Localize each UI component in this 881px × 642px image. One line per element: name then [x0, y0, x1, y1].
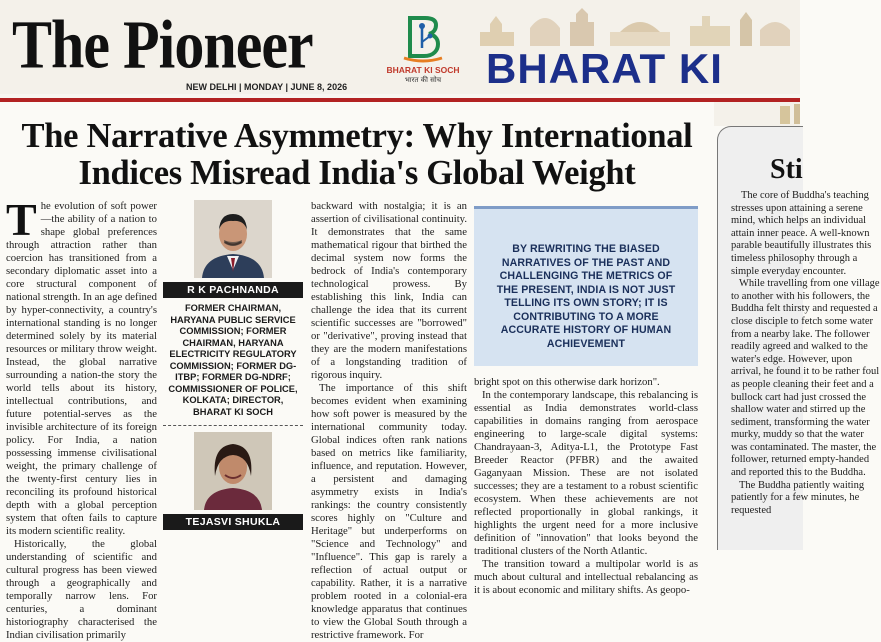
authors-column: [163, 198, 303, 550]
bks-name: BHARAT KI SOCH: [386, 65, 460, 75]
author-photo-avatar: [194, 432, 272, 510]
masthead-red-rule: [0, 98, 800, 102]
sidebar-paragraph-2: While travelling from one village to another with his followers, the Buddha felt thirsty and requested a close disciple to fetch some water from a nearby lake. The follower readily agreed and walked to the water's edge. However, upon arrival, he found it to be rather foul as people cleaning their feet and a bullock cart had just crossed the shallow water and stirred up the sediment, transforming the water murky, muddy so that the water was contaminated. The master, the follower, returned empty-handed and reported this to the Buddha.: [731, 278, 880, 479]
sidebar-ornament-icon: [774, 102, 814, 126]
headline-line-2: Indices Misread India's Global Weight: [78, 154, 636, 192]
article-headline[interactable]: [0, 118, 714, 192]
sidebar-story: [714, 102, 880, 550]
monument-skyline-icon: [470, 2, 800, 48]
bks-emblem-icon: [400, 12, 446, 64]
author-bio: FORMER CHAIRMAN, HARYANA PUBLIC SERVICE COMMISSION; FORMER CHAIRMAN, HARYANA ELECTRICITY REGULATORY COMMISSION; FORMER DG-ITBP; FORMER DG-NDRF; COMMISSIONER OF POLICE, KOLKATA; DIRECTOR, BHARAT KI SOCH: [168, 303, 298, 417]
author-name-bar: TEJASVI SHUKLA: [163, 514, 303, 530]
col1-paragraph-2: Historically, the global understanding of scientific and cultural progress has been viewed through a geographically and temporally narrow lens. For centuries, a dominant historiography characterised the Indian civilisation primarily: [6, 538, 157, 641]
col4-paragraph-1: In the contemporary landscape, this rebalancing is essential as India demonstrates world-class capabilities in domains ranging from aerospace engineering to large-scale digital systems: Chandrayaan-3, Aditya-L1, the Prototype Fast Breeder Reactor (PFBR) and the awaited Gaganyaan Mission. These are not isolated successes; they are a testament to a robust scientific ecosystem. When these achievements are not reflected proportionally in global rankings, it highlights the urgent need for a more inclusive definition of "innovation" that looks beyond the traditional clusters of the North Atlantic.: [474, 389, 698, 557]
bharat-ki-soch-logo: [380, 12, 466, 94]
author-portrait-icon: [194, 200, 272, 278]
author-photo-avatar: [194, 200, 272, 278]
headline-line-1: The Narrative Asymmetry: Why International: [21, 117, 693, 155]
author-portrait-icon: [194, 432, 272, 510]
article-column-3: [311, 200, 467, 641]
author-separator: [163, 425, 303, 426]
bks-hindi: भारत की सोच: [404, 76, 442, 84]
col1-paragraph-1: [6, 194, 157, 538]
col3-paragraph-1: backward with nostalgia; it is an assertion of civilisational continuity. It demonstrates that the same mathematical rigour that birthed the decimal system now forms the bedrock of India's contemporary technological prowess. By establishing this link, India can challenge the idea that its current scientific successes are "borrowed" or "derivative", proving instead that they are the modern manifestations of a longstanding tradition of rigorous inquiry.: [311, 200, 467, 381]
col3-paragraph-2: The importance of this shift becomes evident when examining how soft power is measured by the international community today. Global indices often rank nations based on metrics like familiarity, influence, and reputation. However, a persistent and damaging asymmetry exists in India's rankings: the country consistently scores highly on "Culture and Heritage" but underperforms on "Science and Technology" and "Influence". This gap is rarely a reflection of actual output or capability. Rather, it is a narrative problem rooted in a colonial-era knowledge apparatus that continues to view the Global South through a restrictive framework. For: [311, 382, 467, 641]
sidebar-paragraph-1: The core of Buddha's teaching stresses upon attaining a serene mind, which helps an individual attain inner peace. A well-known parable beautifully illustrates this timeless philosophy through a simple everyday encounter.: [731, 190, 872, 277]
masthead: [0, 0, 800, 102]
drop-cap: T: [6, 194, 37, 245]
col1-p1-text: he evolution of soft power—the ability of a nation to shape global preferences through attraction rather than coercion has transitioned from a secondary diplomatic asset into a core structural component of national strength. In an age defined by hyper-connectivity, a country's international standing is no longer determined solely by its material resources or military throw weight. Instead, the global narrative surrounding a nation-the story the world tells about its history, intellectual contributions, and future potential-serves as the invisible architecture of its foreign policy. For India, a nation possessing immense civilisational weight, the primary challenge of the twenty-first century lies in reconciling its profound historical depth with a global perception system that often fails to capture its modern scientific reality.: [6, 200, 157, 537]
dateline: NEW DELHI | MONDAY | JUNE 8, 2026: [186, 82, 348, 92]
col4-paragraph-2: The transition toward a multipolar world is as much about cultural and intellectual rebalancing as it is about economic and military shifts. As geopo-: [474, 558, 698, 596]
sidebar-paragraph-3: The Buddha patiently waiting patiently for a few minutes, he requested: [731, 479, 865, 516]
newspaper-logo[interactable]: The Pioneer: [12, 6, 313, 83]
bharat-ki-banner: BHARAT KI: [486, 45, 723, 92]
pull-quote: BY REWRITING THE BIASED NARRATIVES OF THE PAST AND CHALLENGING THE METRICS OF THE PRESENT, INDIA IS NOT JUST TELLING ITS OWN STORY; IT IS CONTRIBUTING TO A MORE ACCURATE HISTORY OF HUMAN ACHIEVEMENT: [474, 206, 698, 366]
article-column-1: [6, 194, 157, 641]
col4-paragraph-0: bright spot on this otherwise dark horizon".: [474, 376, 660, 388]
sidebar-text: [731, 190, 881, 517]
sidebar-title[interactable]: Sti: [770, 154, 803, 185]
author-name-bar: R K PACHNANDA: [163, 282, 303, 298]
article-column-4: [474, 376, 698, 596]
